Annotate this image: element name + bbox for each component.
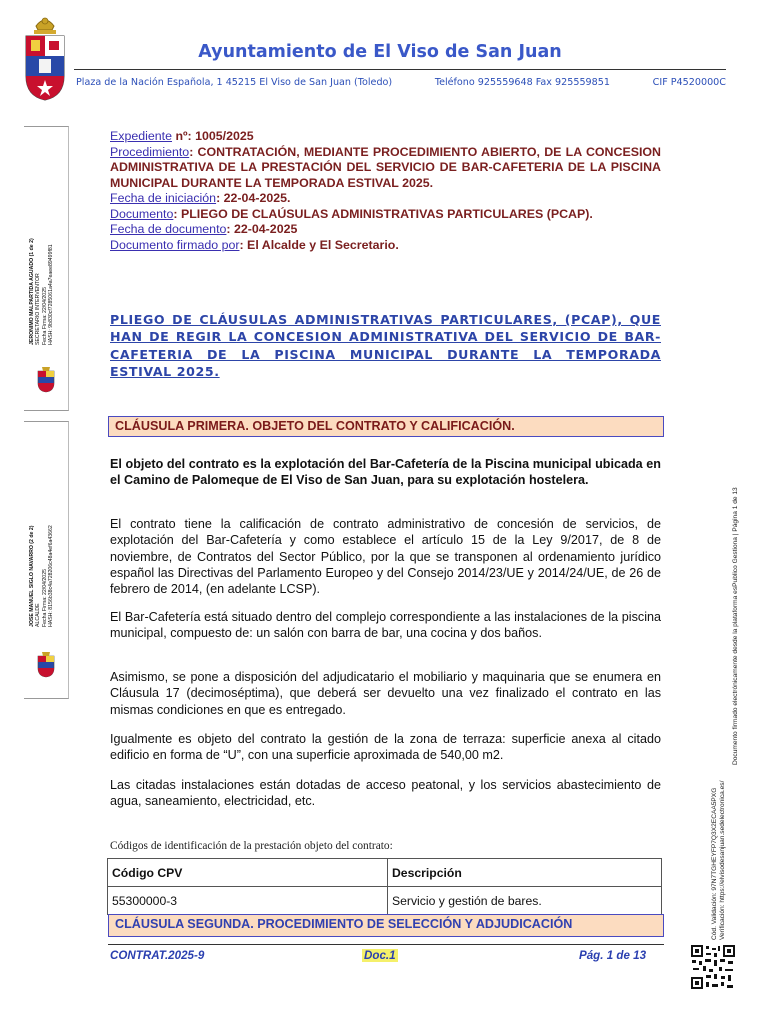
expediente-value: nº: 1005/2025 xyxy=(172,129,254,143)
documento-label: Documento xyxy=(110,206,174,221)
terrace-paragraph: Igualmente es objeto del contrato la gestión de la zona de terraza: superficie anexa al citado edificio en forma de “U”, con una superficie aproximada de 540,00 m2. xyxy=(110,732,661,763)
signer-name: JOSE MANUEL SIGLO NAVARRO (2 de 2) xyxy=(29,525,35,627)
signer-role: SECRETARIO INTERVENTOR xyxy=(35,273,42,345)
signature-text-2 xyxy=(29,525,55,627)
table-header-cell: Descripción xyxy=(388,859,662,887)
table-cell: Servicio y gestión de bares. xyxy=(388,887,662,915)
signature-date: Fecha Firma: 22/04/2025 xyxy=(41,287,48,345)
table-header-cell: Código CPV xyxy=(108,859,388,887)
procedimiento-value: : CONTRATACIÓN, MEDIANTE PROCEDIMIENTO ABIERTO, DE LA CONCESION ADMINISTRATIVA DE LA PRESTACIÓN DEL SERVICIO DE BAR-CAFETERIA DE LA PISCINA MUNICIPAL DURANTE LA TEMPORADA ESTIVAL 2025. xyxy=(110,144,661,190)
margin-validation-block xyxy=(711,781,726,940)
signature-block-1 xyxy=(24,126,69,411)
cpv-table xyxy=(107,858,662,915)
signer-name: JERONIMO MALPARTIDA AGUADO (1 de 2) xyxy=(29,238,35,345)
header-phone: Teléfono 925559648 Fax 925559851 xyxy=(434,77,610,88)
qualification-paragraph: El contrato tiene la calificación de contrato administrativo de concesión de servicios, de explotación del Bar-Cafetería y como establece el artículo 15 de la Ley 9/2017, de 8 de noviembre, de Contratos del Sector Público, por la que se transponen al ordenamiento jurídico español las Directivas del Parlamento Europeo y del Consejo 2014/23/UE y 2014/24/UE, de 26 de febrero de 2014, (en adelante LCSP). xyxy=(110,517,661,597)
header-cif: CIF P4520000C xyxy=(652,77,726,88)
table-cell: 55300000-3 xyxy=(108,887,388,915)
firmado-label: Documento firmado por xyxy=(110,237,240,252)
pliego-title: PLIEGO DE CLÁUSULAS ADMINISTRATIVAS PARTICULARES, (PCAP), QUE HAN DE REGIR LA CONCESION ADMINISTRATIVA DEL SERVICIO DE BAR-CAFETERIA DE LA PISCINA MUNICIPAL DURANTE LA TEMPORADA ESTIVAL 2025. xyxy=(110,312,661,379)
margin-signed-note: Documento firmado electrónicamente desde la plataforma esPublico Gestiona | Página 1 de 13 xyxy=(732,487,739,765)
header-divider xyxy=(74,69,726,70)
fecha-inicio-label: Fecha de iniciación xyxy=(110,191,217,205)
footer-page-number: Pág. 1 de 13 xyxy=(579,949,647,962)
documento-value: : PLIEGO DE CLAÚSULAS ADMINISTRATIVAS PARTICULARES (PCAP). xyxy=(173,206,593,221)
furniture-paragraph: Asimismo, se pone a disposición del adjudicatario el mobiliario y maquinaria que se enumera en Cláusula 17 (decimoséptima), que deberá ser devuelto una vez finalizado el contrato en las mismas condiciones en que es entregado. xyxy=(110,670,661,717)
procedimiento-label: Procedimiento xyxy=(110,144,190,159)
signature-date: Fecha Firma: 22/04/2025 xyxy=(41,569,48,627)
page-title: Ayuntamiento de El Viso de San Juan xyxy=(198,42,562,62)
fecha-documento-label: Fecha de documento xyxy=(110,222,227,236)
signature-crest-icon xyxy=(36,367,56,393)
margin-verification-url[interactable]: Verificación: https://elvisodesanjuan.sedelectronica.es/ xyxy=(718,780,726,940)
firmado-value: : El Alcalde y El Secretario. xyxy=(239,237,399,252)
signature-text-1 xyxy=(29,238,55,345)
object-paragraph: El objeto del contrato es la explotación del Bar-Cafetería de la Piscina municipal ubicada en el Camino de Palomeque de El Viso de San Juan, para su explotación hostelera. xyxy=(110,457,661,488)
municipal-crest-icon xyxy=(22,12,68,102)
services-paragraph: Las citadas instalaciones están dotadas de acceso peatonal, y los servicios abastecimiento de agua, saneamiento, electricidad, etc. xyxy=(110,778,661,809)
header-address-line xyxy=(76,77,726,88)
signer-role: ALCALDE xyxy=(35,603,42,627)
fecha-inicio-value: : 22-04-2025. xyxy=(216,191,291,205)
location-paragraph: El Bar-Cafetería está situado dentro del complejo correspondiente a las instalaciones de la piscina municipal, compuesto de: un salón con barra de bar, una cocina y dos baños. xyxy=(110,610,661,641)
fecha-documento-value: : 22-04-2025 xyxy=(226,222,298,236)
expediente-label: Expediente xyxy=(110,129,173,143)
signature-hash: HASH: 9b830cf7285061a4a7eaee89499f81 xyxy=(48,244,55,345)
footer-divider xyxy=(108,944,664,945)
header-address: Plaza de la Nación Española, 1 45215 El Viso de San Juan (Toledo) xyxy=(76,77,393,88)
clausula-primera-heading: CLÁUSULA PRIMERA. OBJETO DEL CONTRATO Y CALIFICACIÓN. xyxy=(108,416,664,437)
signature-block-2 xyxy=(24,421,69,699)
margin-validation-code: Cód. Validación: 97N7TGHEYFP7Q3X2ECAA5PXG xyxy=(711,787,718,940)
footer-doc-number: Doc.1 xyxy=(364,949,396,962)
document-metadata xyxy=(110,129,661,253)
qr-code-icon xyxy=(690,944,736,990)
signature-hash: HASH: 8156b38c4a728206c48a4ef6a43662 xyxy=(48,525,55,627)
codes-caption: Códigos de identificación de la prestación objeto del contrato: xyxy=(110,840,393,852)
table-row xyxy=(108,887,662,915)
footer-reference: CONTRAT.2025-9 xyxy=(110,949,205,962)
signature-crest-icon xyxy=(36,652,56,678)
clausula-segunda-heading: CLÁUSULA SEGUNDA. PROCEDIMIENTO DE SELECCIÓN Y ADJUDICACIÓN xyxy=(108,914,664,937)
table-header-row xyxy=(108,859,662,887)
